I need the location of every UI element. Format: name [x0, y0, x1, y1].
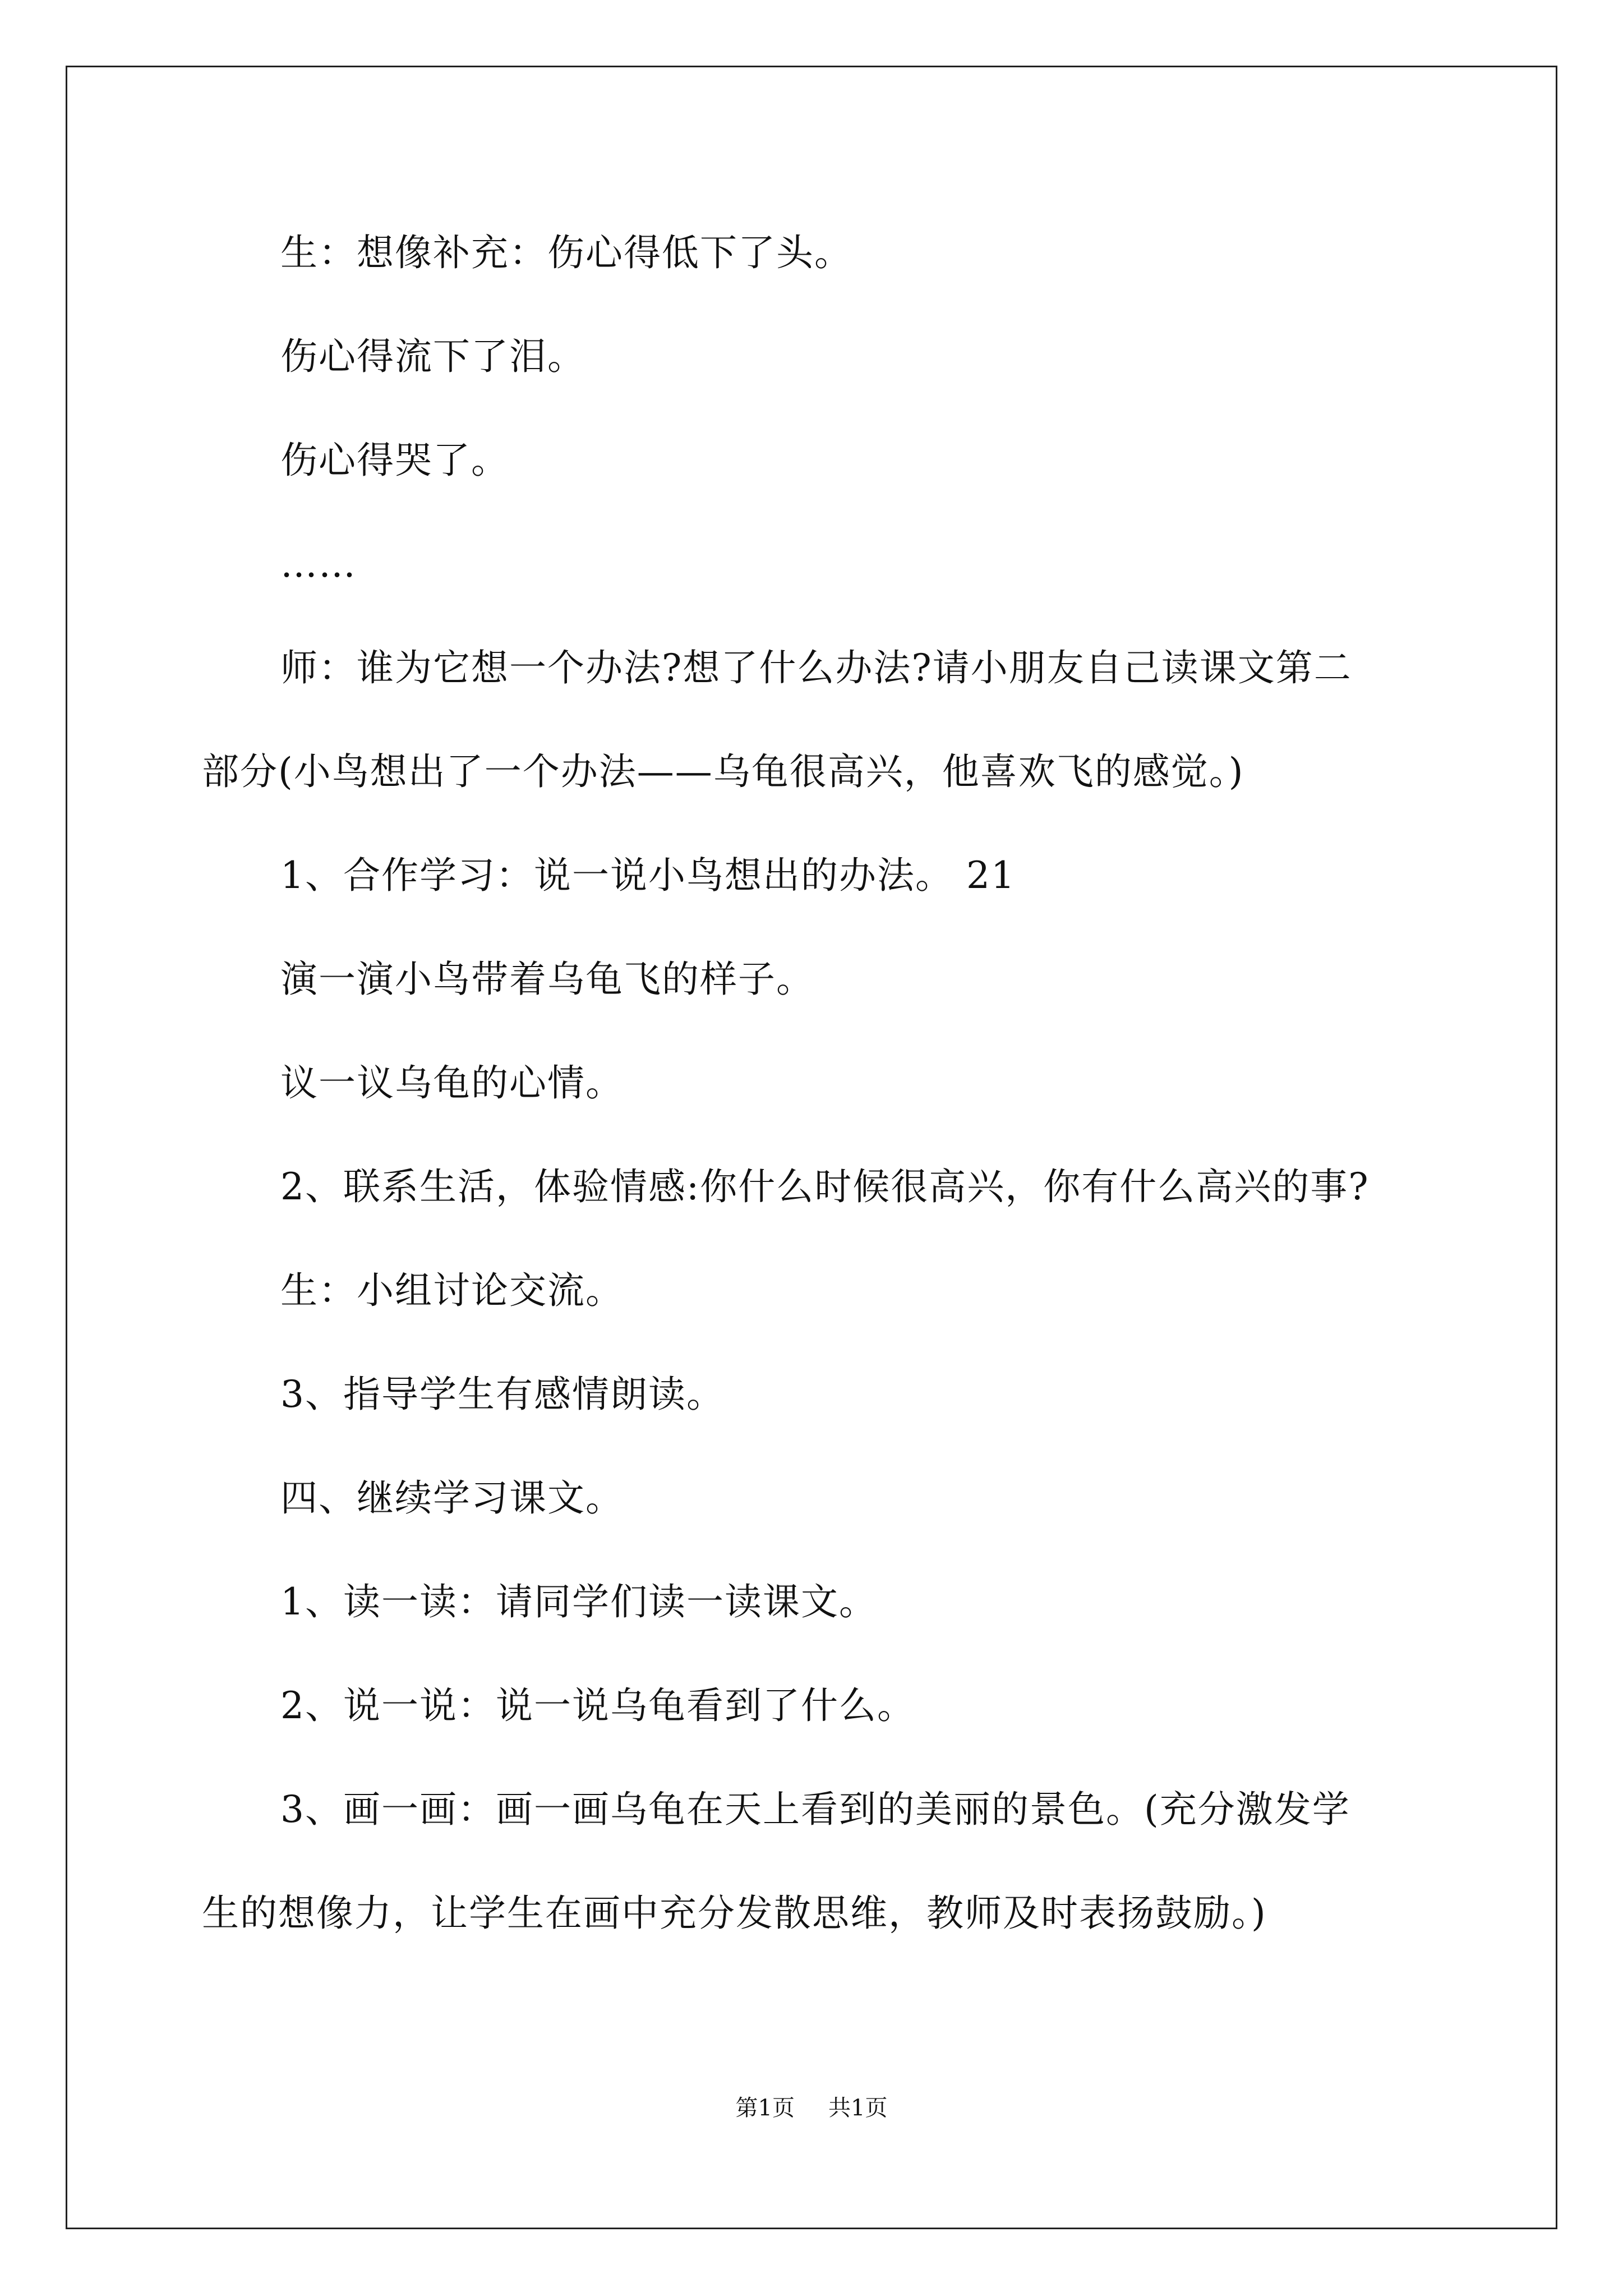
text-line-11: 生：小组讨论交流。 — [280, 1269, 624, 1312]
text-line-8: 演一演小鸟带着乌龟飞的样子。 — [280, 958, 814, 1001]
text-line-15: 2、说一说：说一说乌龟看到了什么。 — [280, 1684, 915, 1727]
page-number: 第1页 — [735, 2095, 795, 2121]
text-line-12: 3、指导学生有感情朗读。 — [280, 1373, 725, 1416]
text-line-4: …… — [280, 542, 357, 586]
text-line-5: 师：谁为它想一个办法?想了什么办法?请小朋友自己读课文第二 — [280, 646, 1352, 689]
text-line-9: 议一议乌龟的心情。 — [280, 1061, 624, 1105]
text-line-16: 3、画一画：画一画乌龟在天上看到的美丽的景色。(充分激发学 — [280, 1788, 1350, 1831]
text-line-14: 1、读一读：请同学们读一读课文。 — [280, 1580, 877, 1623]
page-footer — [0, 2094, 1623, 2122]
text-line-13: 四、继续学习课文。 — [280, 1476, 624, 1520]
page-total: 共1页 — [828, 2095, 888, 2121]
text-line-6: 部分(小鸟想出了一个办法——乌龟很高兴，他喜欢飞的感觉。) — [202, 750, 1244, 793]
text-line-17: 生的想像力，让学生在画中充分发散思维，教师及时表扬鼓励。) — [202, 1892, 1267, 1935]
text-line-10: 2、联系生活，体验情感:你什么时候很高兴，你有什么高兴的事? — [280, 1165, 1370, 1208]
text-line-3: 伤心得哭了。 — [280, 439, 509, 482]
text-line-1: 生：想像补充：伤心得低下了头。 — [280, 231, 852, 274]
text-line-7: 1、合作学习：说一说小鸟想出的办法。 21 — [280, 854, 1016, 897]
text-line-2: 伤心得流下了泪。 — [280, 335, 585, 378]
